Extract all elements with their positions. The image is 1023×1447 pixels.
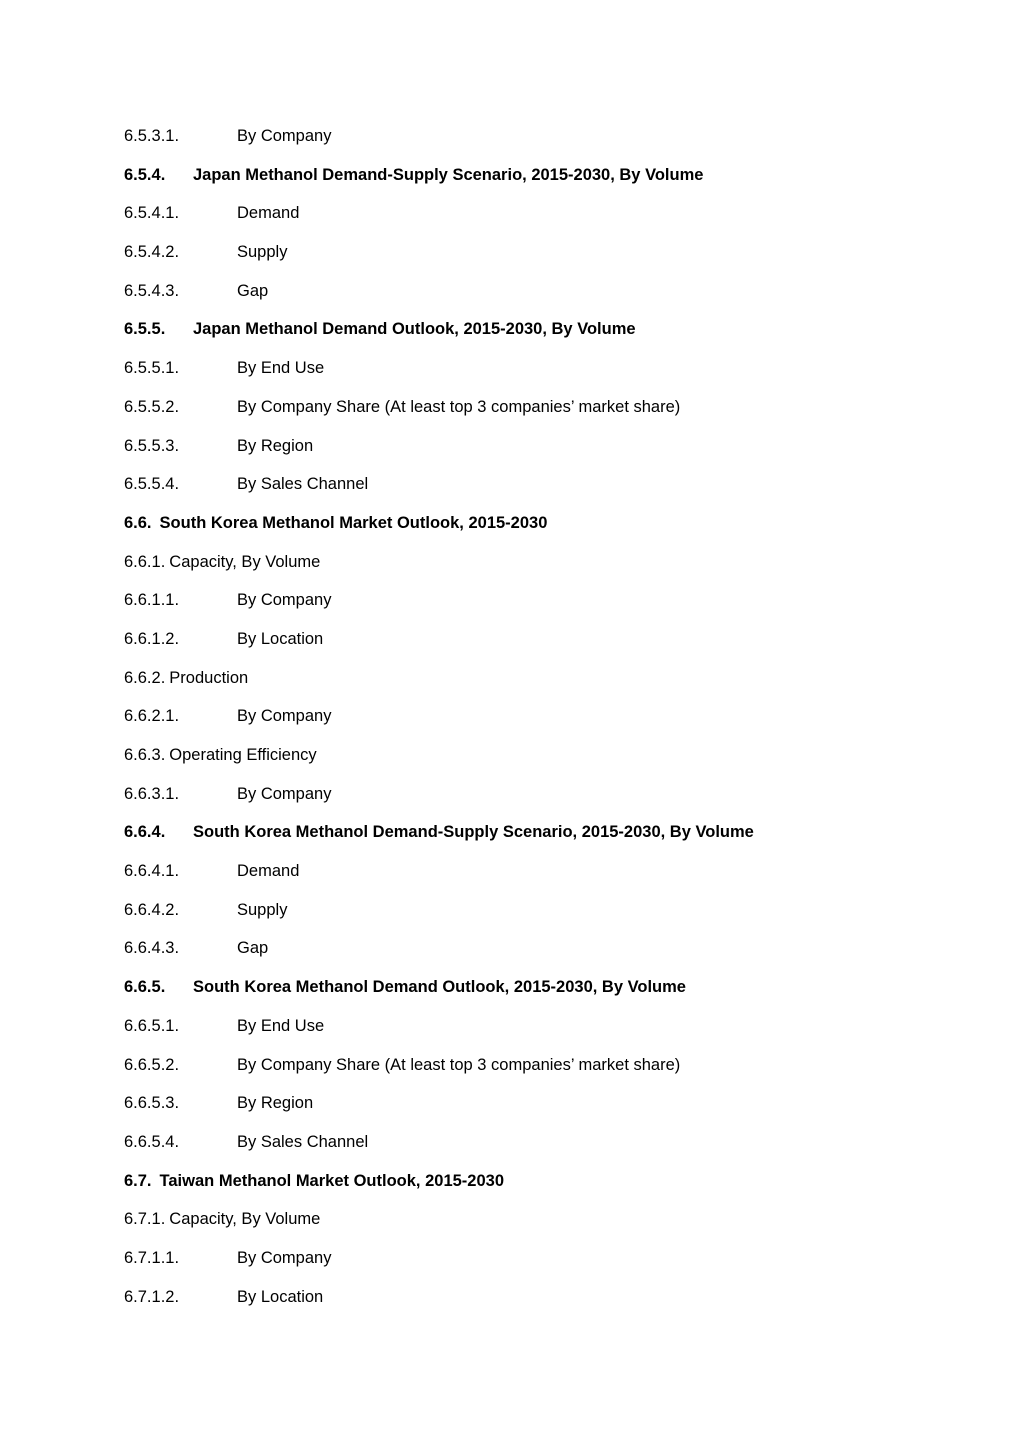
toc-entry-title: Production <box>169 668 249 687</box>
toc-entry <box>124 1246 984 1285</box>
toc-entry <box>124 1207 984 1246</box>
toc-entry-title: Demand <box>237 204 300 223</box>
toc-entry-number: 6.6.5.4. <box>124 1132 180 1151</box>
toc-entry-number: 6.6.4. <box>124 823 166 842</box>
toc-entry-title: By Company <box>237 127 332 145</box>
toc-entry-title: Japan Methanol Demand Outlook, 2015-2030, By Volume <box>193 320 636 339</box>
toc-entry-number: 6.7.1. <box>124 1210 166 1229</box>
toc-entry-number: 6.5.4.3. <box>124 281 180 300</box>
toc-entry <box>124 550 984 589</box>
toc-entry <box>124 627 984 666</box>
toc-entry-title: Capacity, By Volume <box>169 552 321 571</box>
toc-entry <box>124 1169 984 1208</box>
toc-entry <box>124 124 984 163</box>
toc-entry <box>124 511 984 550</box>
toc-entry-number: 6.6.1. <box>124 552 166 571</box>
toc-entry-title: By Region <box>237 436 314 455</box>
toc-entry <box>124 588 984 627</box>
toc-entry-number: 6.6.4.1. <box>124 862 180 881</box>
toc-entry <box>124 1130 984 1169</box>
toc-entry-title: By End Use <box>237 359 325 378</box>
toc-entry-number: 6.6.2. <box>124 668 166 687</box>
toc-entry-title: Demand <box>237 862 300 881</box>
toc-entry-number: 6.5.5.1. <box>124 359 180 378</box>
toc-entry <box>124 666 984 705</box>
toc-entry-number: 6.6.4.2. <box>124 900 180 919</box>
toc-entry-number: 6.6.3.1. <box>124 784 180 803</box>
toc-entry-title: By Company <box>237 784 332 803</box>
toc-entry <box>124 859 984 898</box>
toc-entry-number: 6.6.3. <box>124 746 166 764</box>
toc-entry-title: By Company <box>237 1248 332 1267</box>
toc-entry-number: 6.6.4.3. <box>124 939 180 958</box>
toc-entry <box>124 434 984 473</box>
toc-entry <box>124 279 984 318</box>
table-of-contents <box>124 124 984 1323</box>
toc-entry <box>124 395 984 434</box>
toc-entry-number: 6.5.5.2. <box>124 397 180 416</box>
toc-entry-number: 6.6.5.3. <box>124 1094 180 1113</box>
toc-entry-title: By End Use <box>237 1016 325 1035</box>
toc-entry-number: 6.6.5.1. <box>124 1016 180 1035</box>
toc-entry-title: Operating Efficiency <box>169 746 317 764</box>
toc-entry-number: 6.5.4.2. <box>124 243 180 262</box>
toc-entry-number: 6.7.1.1. <box>124 1248 180 1267</box>
toc-entry <box>124 704 984 743</box>
toc-entry <box>124 936 984 975</box>
toc-entry-number: 6.6.5.2. <box>124 1055 180 1074</box>
toc-entry-number: 6.6.2.1. <box>124 707 180 726</box>
toc-entry-title: South Korea Methanol Demand Outlook, 2015-2030, By Volume <box>193 978 686 997</box>
toc-entry <box>124 240 984 279</box>
toc-entry-number: 6.6.5. <box>124 978 166 997</box>
toc-entry <box>124 1014 984 1053</box>
toc-entry-number: 6.6. <box>124 513 152 532</box>
toc-entry-number: 6.6.1.2. <box>124 629 180 648</box>
toc-entry-title: By Location <box>237 1287 324 1306</box>
toc-entry-title: By Sales Channel <box>237 1132 369 1151</box>
toc-entry-number: 6.5.5.3. <box>124 436 180 455</box>
toc-entry-title: By Location <box>237 629 324 648</box>
toc-entry <box>124 820 984 859</box>
toc-entry-title: Supply <box>237 243 288 262</box>
toc-entry-number: 6.7.1.2. <box>124 1287 180 1306</box>
toc-entry-title: By Company Share (At least top 3 companies’ market share) <box>237 1055 681 1074</box>
toc-entry <box>124 356 984 395</box>
toc-entry-number: 6.6.1.1. <box>124 591 180 610</box>
toc-entry-title: By Company <box>237 591 332 610</box>
toc-entry-title: Japan Methanol Demand-Supply Scenario, 2015-2030, By Volume <box>193 165 704 184</box>
toc-entry-title: By Company <box>237 707 332 726</box>
toc-entry <box>124 975 984 1014</box>
toc-entry-number: 6.7. <box>124 1171 152 1190</box>
toc-entry <box>124 782 984 821</box>
toc-entry <box>124 1091 984 1130</box>
toc-entry-title: South Korea Methanol Market Outlook, 2015-2030 <box>159 513 548 532</box>
toc-entry-number: 6.5.3.1. <box>124 127 180 145</box>
toc-entry-number: 6.5.5. <box>124 320 166 339</box>
toc-entry-title: South Korea Methanol Demand-Supply Scenario, 2015-2030, By Volume <box>193 823 754 842</box>
toc-entry-title: Taiwan Methanol Market Outlook, 2015-2030 <box>159 1171 504 1190</box>
toc-entry <box>124 1285 984 1324</box>
toc-entry <box>124 163 984 202</box>
toc-entry-number: 6.5.4.1. <box>124 204 180 223</box>
toc-entry <box>124 317 984 356</box>
toc-entry-title: Gap <box>237 281 269 300</box>
toc-entry <box>124 1053 984 1092</box>
toc-entry <box>124 743 984 782</box>
toc-entry-title: Gap <box>237 939 269 958</box>
toc-entry <box>124 201 984 240</box>
toc-entry-title: Capacity, By Volume <box>169 1210 321 1229</box>
toc-entry-number: 6.5.4. <box>124 165 166 184</box>
toc-entry-title: By Region <box>237 1094 314 1113</box>
toc-entry-number: 6.5.5.4. <box>124 475 180 494</box>
toc-entry <box>124 472 984 511</box>
toc-entry <box>124 898 984 937</box>
toc-entry-title: By Company Share (At least top 3 companies’ market share) <box>237 397 681 416</box>
toc-entry-title: By Sales Channel <box>237 475 369 494</box>
toc-entry-title: Supply <box>237 900 288 919</box>
